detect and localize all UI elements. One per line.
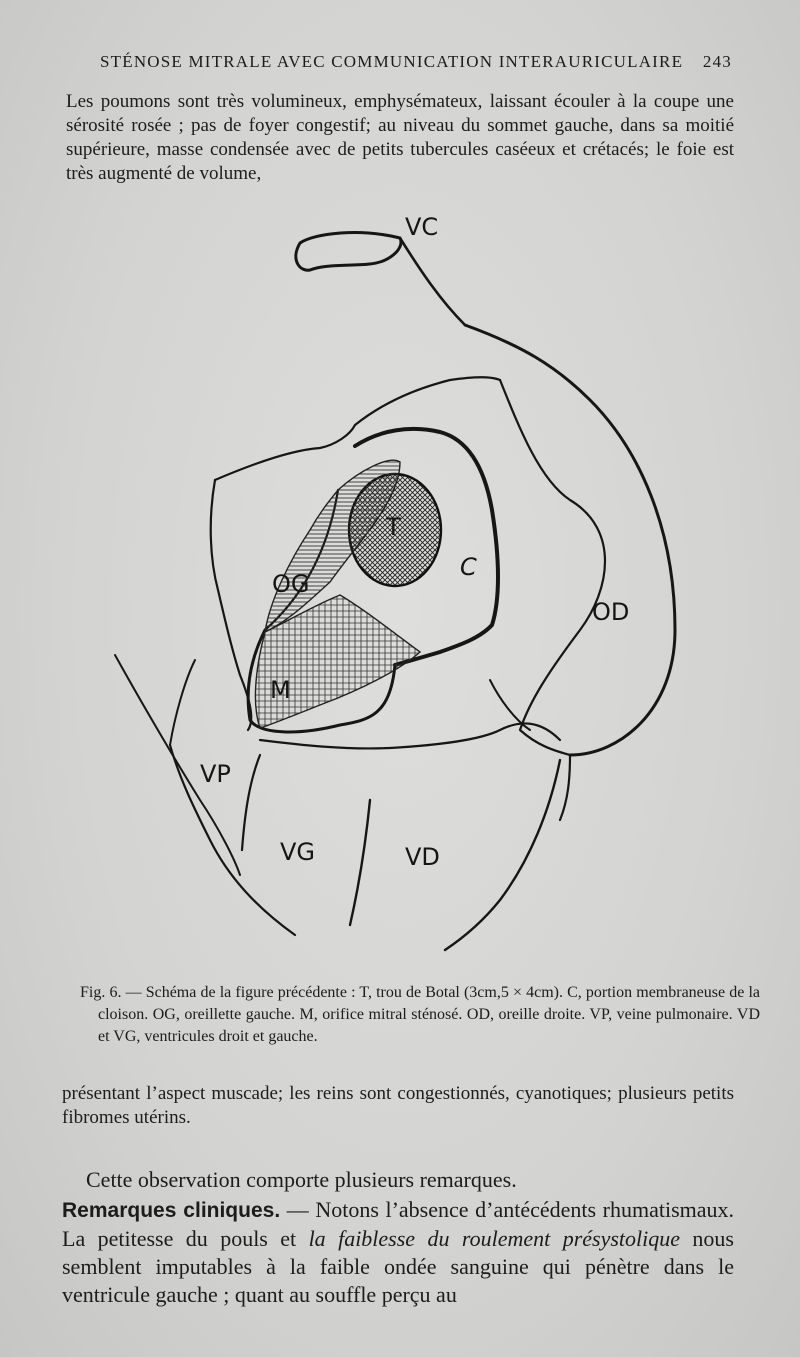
page-number: 243 <box>702 52 732 71</box>
right-lower-curve <box>560 755 570 820</box>
label-og: OG <box>272 570 310 598</box>
paragraph-autopsy-lungs: Les poumons sont très volumineux, emphysémateux, laissant écouler à la coupe une sérosité rosée ; pas de foyer congestif; au niveau du sommet gauche, dans sa moitié supérieure, masse condensée avec de petits tubercules caséeux et crétacés; le foie est très augmenté de volume, <box>66 91 734 184</box>
remarks-intro-text: Cette observation comporte plusieurs remarques. <box>86 1167 517 1192</box>
label-vg: VG <box>280 838 316 866</box>
vena-cava-outline <box>296 233 401 271</box>
figure-caption: Fig. 6. — Schéma de la figure précédente : T, trou de Botal (3cm,5 × 4cm). C, portion membraneuse de la cloison. OG, oreillette gauche. M, orifice mitral sténosé. OD, oreille droite. VP, veine pulmonaire. VD et VG, ventricules droit et gauche. <box>80 984 760 1045</box>
label-vp: VP <box>200 760 231 788</box>
label-vd: VD <box>405 843 440 871</box>
clinical-emphasis: la faiblesse du roulement présystolique <box>308 1226 681 1251</box>
od-inner-contour <box>500 380 605 755</box>
paragraph-remarks-intro <box>62 1166 742 1194</box>
running-head <box>100 52 740 72</box>
ventricle-top <box>260 723 560 748</box>
vp-inner <box>170 660 195 745</box>
label-m: M <box>270 676 291 704</box>
label-c: C <box>460 553 477 581</box>
clinical-text-b: nous semblent imputables à la faible ondée sanguine qui pénètre dans le ventricule gauche ; quant au souffle perçu au <box>62 1226 734 1307</box>
running-head-title: STÉNOSE MITRALE AVEC COMMUNICATION INTERAURICULAIRE <box>100 52 684 71</box>
label-t: T <box>386 513 401 541</box>
label-vc: VC <box>405 213 439 241</box>
vd-right-wall <box>445 760 560 950</box>
heart-schema-figure <box>100 200 700 960</box>
heart-schema-drawing <box>100 200 700 960</box>
inner-cavity-upper <box>215 377 500 480</box>
clinical-text-a: — Notons l’absence d’antécédents rhumatismaux. La petitesse du pouls et <box>62 1197 735 1251</box>
vena-cava-right-wall <box>400 238 465 325</box>
vg-left-wall <box>242 755 260 850</box>
section-heading-remarques-cliniques: Remarques cliniques. <box>62 1199 281 1222</box>
left-border <box>211 480 252 730</box>
label-od: OD <box>592 598 630 626</box>
paragraph-clinical-remarks <box>62 1196 734 1309</box>
paragraph-autopsy-continued: présentant l’aspect muscade; les reins sont congestionnés, cyanotiques; plusieurs petits fibromes utérins. <box>62 1083 734 1128</box>
ventricle-left-outer <box>170 745 295 935</box>
septum-vg-vd <box>350 800 370 925</box>
